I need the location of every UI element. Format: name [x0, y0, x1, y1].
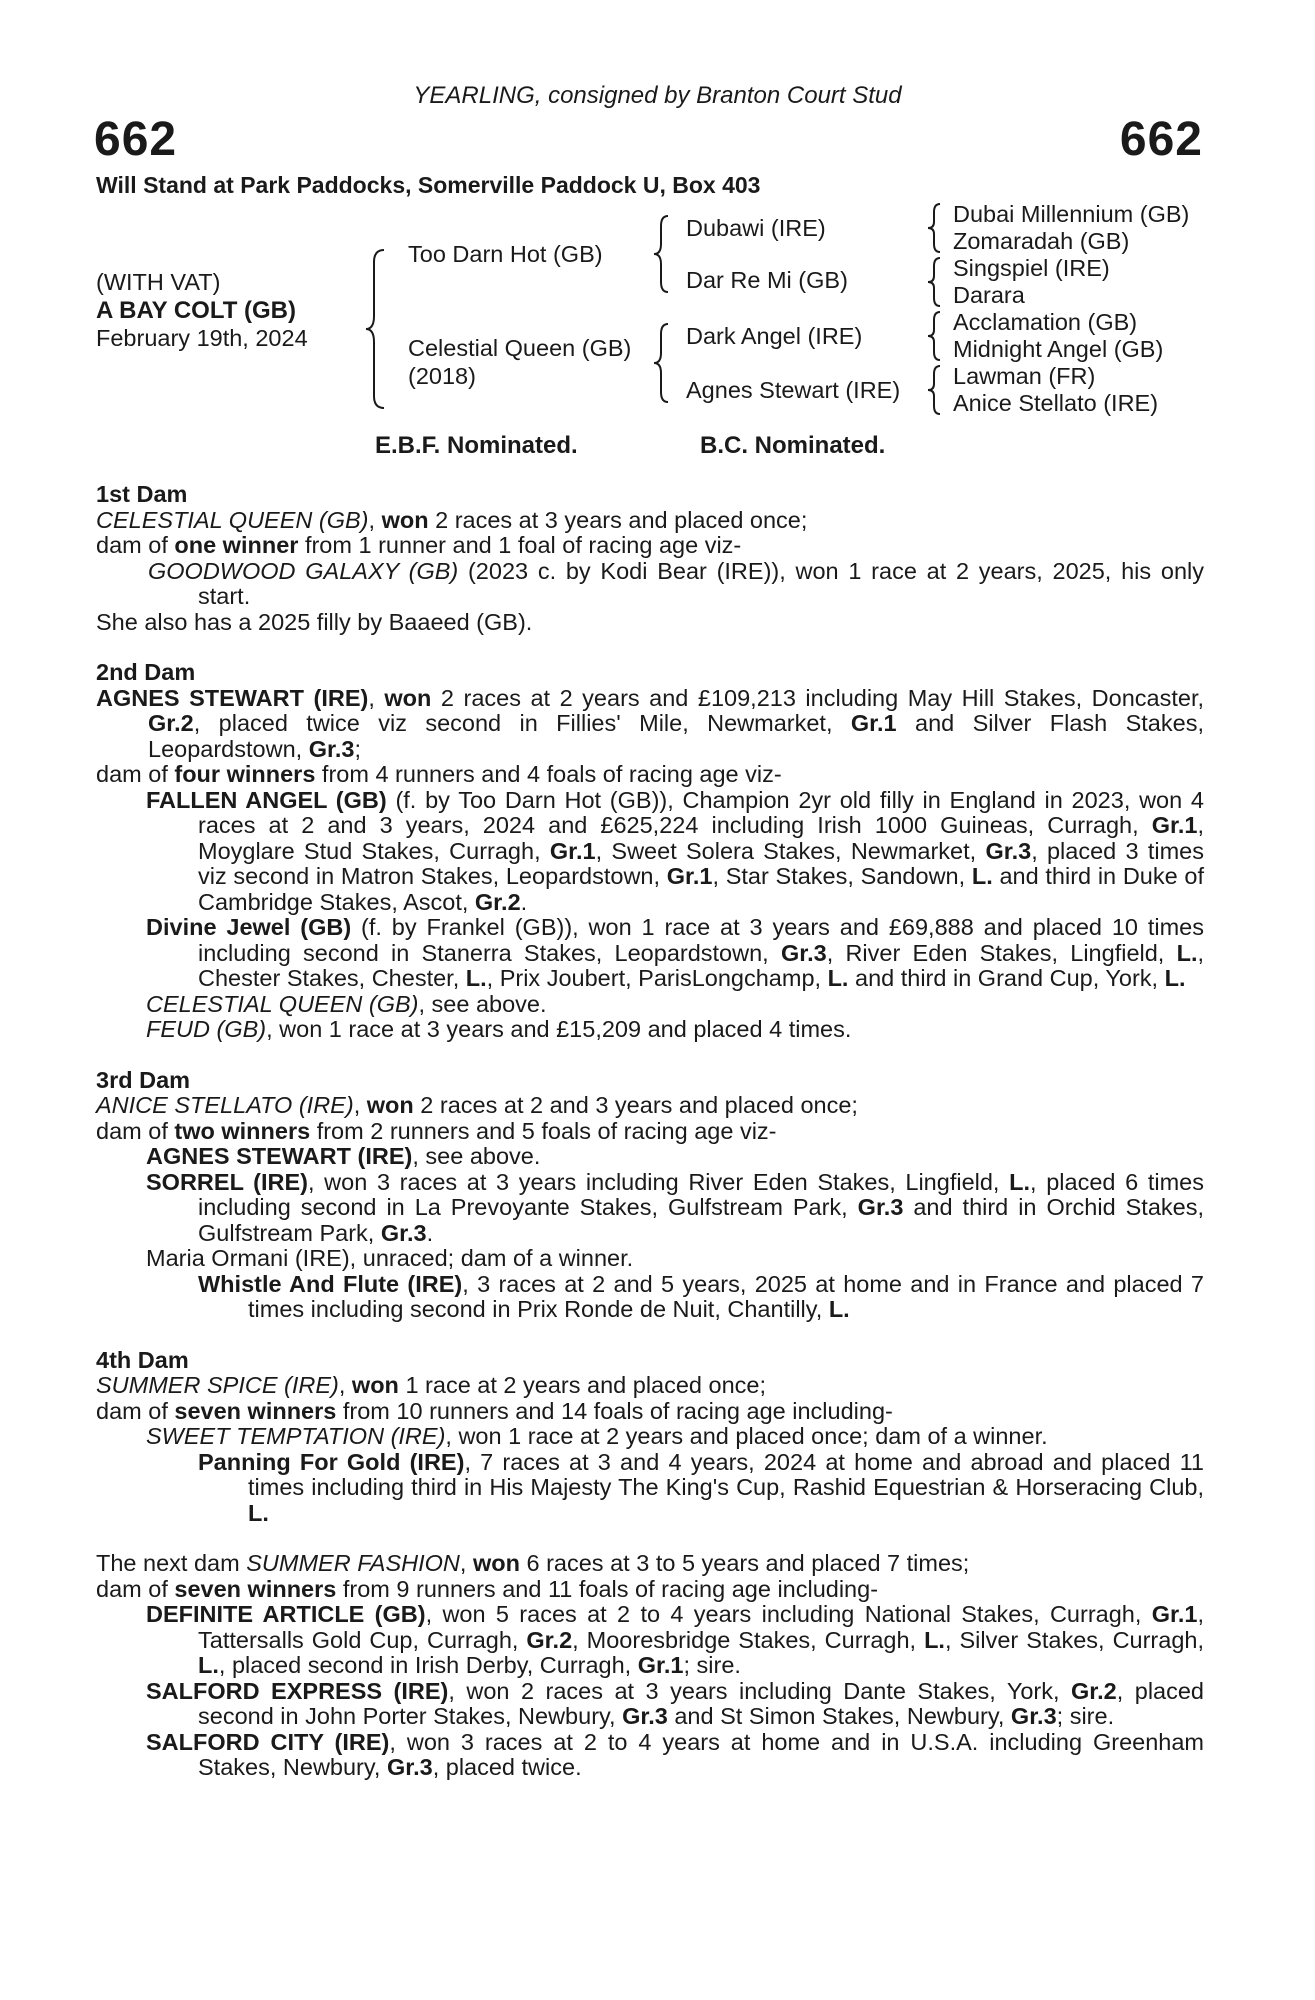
pedigree-brace-sire	[650, 212, 674, 296]
dam-line: AGNES STEWART (IRE), won 2 races at 2 years and £109,213 including May Hill Stakes, Doncaster, Gr.2, placed twice viz second in Fillies' Mile, Newmarket, Gr.1 and Silver Flash Stakes, Leopardstown, Gr.3;	[96, 684, 1205, 762]
dam-sire: Dark Angel (IRE)	[686, 323, 863, 349]
produce-entry: CELESTIAL QUEEN (GB), see above.	[146, 990, 547, 1017]
produce-summary: dam of one winner from 1 runner and 1 foal of racing age viz-	[96, 532, 742, 558]
produce-entry: FEUD (GB), won 1 race at 3 years and £15,209 and placed 4 times.	[146, 1016, 852, 1042]
dam: Celestial Queen (GB)	[408, 335, 632, 361]
vat-note: (WITH VAT)	[96, 269, 221, 295]
gg-3: Singspiel (IRE)	[953, 255, 1110, 281]
pedigree-brace-g3	[924, 308, 946, 364]
gg-2: Zomaradah (GB)	[953, 228, 1130, 254]
produce-entry: SORREL (IRE), won 3 races at 3 years including River Eden Stakes, Lingfield, L., placed 6 times including second in La Prevoyante Stakes, Gulfstream Park, Gr.3 and third in Orchid Stakes, Gulfstream Park, Gr.3.	[146, 1168, 1205, 1246]
produce-entry: Divine Jewel (GB) (f. by Frankel (GB)), won 1 race at 3 years and £69,888 and placed 10 times including second in Stanerra Stakes, Leopardstown, Gr.3, River Eden Stakes, Lingfield, L., Chester Stakes, Chester, L., Prix Joubert, ParisLongchamp, L. and third in Grand Cup, York, L.	[146, 914, 1205, 991]
grandproduce-entry: Panning For Gold (IRE), 7 races at 3 and 4 years, 2024 at home and abroad and placed 11 times including third in His Majesty The King's Cup, Rashid Equestrian & Horseracing Club, L.	[198, 1448, 1205, 1526]
lot-number-right: 662	[1119, 113, 1203, 166]
produce-entry: SALFORD CITY (IRE), won 3 races at 2 to 4 years at home and in U.S.A. including Greenham Stakes, Newbury, Gr.3, placed twice.	[146, 1728, 1204, 1780]
produce-entry: AGNES STEWART (IRE), see above.	[146, 1143, 541, 1169]
ebf-nominated: E.B.F. Nominated.	[375, 432, 578, 459]
pedigree-brace-dam	[650, 320, 674, 406]
sire-sire: Dubawi (IRE)	[686, 215, 826, 241]
next-dam-section	[96, 1551, 1204, 1781]
gg-5: Acclamation (GB)	[953, 309, 1138, 335]
dam-year: (2018)	[408, 363, 476, 389]
produce-summary: dam of two winners from 2 runners and 5 foals of racing age viz-	[96, 1117, 777, 1144]
pedigree-brace-g2	[924, 254, 946, 310]
second-dam-section	[96, 660, 1204, 1043]
produce-summary: dam of four winners from 4 runners and 4 foals of racing age viz-	[96, 761, 782, 787]
dam-line: The next dam SUMMER FASHION, won 6 races at 3 to 5 years and placed 7 times;	[96, 1550, 970, 1576]
third-dam-section	[96, 1068, 1204, 1323]
produce-entry: DEFINITE ARTICLE (GB), won 5 races at 2 to 4 years including National Stakes, Curragh, Gr.1, Tattersalls Gold Cup, Curragh, Gr.2, Mooresbridge Stakes, Curragh, L., Silver Stakes, Curragh, L., placed second in Irish Derby, Curragh, Gr.1; sire.	[146, 1601, 1204, 1678]
pedigree-brace-g4	[924, 362, 946, 418]
produce-entry: FALLEN ANGEL (GB) (f. by Too Darn Hot (GB)), Champion 2yr old filly in England in 2023, won 4 races at 2 and 3 years, 2024 and £625,224 including Irish 1000 Guineas, Curragh, Gr.1, Moyglare Stud Stakes, Curragh, Gr.1, Sweet Solera Stakes, Newmarket, Gr.3, placed 3 times viz second in Matron Stakes, Leopardstown, Gr.1, Star Stakes, Sandown, L. and third in Duke of Cambridge Stakes, Ascot, Gr.2.	[146, 786, 1205, 915]
first-dam-section	[96, 482, 1204, 635]
section-heading: 4th Dam	[96, 1346, 189, 1373]
pedigree-brace-g1	[924, 200, 946, 256]
catalogue-body	[96, 482, 1204, 1806]
lot-number-left: 662	[94, 113, 178, 166]
bc-nominated: B.C. Nominated.	[700, 432, 886, 459]
dam-line: ANICE STELLATO (IRE), won 2 races at 2 and 3 years and placed once;	[96, 1092, 858, 1118]
sire-dam: Dar Re Mi (GB)	[686, 267, 848, 293]
gg-6: Midnight Angel (GB)	[953, 336, 1164, 362]
foaling-date: February 19th, 2024	[96, 325, 308, 351]
sire: Too Darn Hot (GB)	[408, 241, 603, 267]
pedigree-brace-main	[362, 244, 392, 414]
dam-line: SUMMER SPICE (IRE), won 1 race at 2 years and placed once;	[96, 1372, 767, 1398]
produce-summary: dam of seven winners from 9 runners and 11 foals of racing age including-	[96, 1575, 879, 1602]
produce-entry: Maria Ormani (IRE), unraced; dam of a winner.	[146, 1245, 634, 1271]
fourth-dam-section	[96, 1348, 1204, 1527]
produce-note: She also has a 2025 filly by Baaeed (GB).	[96, 608, 533, 635]
produce-entry: GOODWOOD GALAXY (GB) (2023 c. by Kodi Bear (IRE)), won 1 race at 2 years, 2025, his only start.	[148, 557, 1204, 609]
section-heading: 2nd Dam	[96, 659, 196, 685]
gg-1: Dubai Millennium (GB)	[953, 201, 1190, 227]
produce-entry: SALFORD EXPRESS (IRE), won 2 races at 3 years including Dante Stakes, York, Gr.2, placed second in John Porter Stakes, Newbury, Gr.3 and St Simon Stakes, Newbury, Gr.3; sire.	[146, 1677, 1205, 1729]
grandproduce-entry: Whistle And Flute (IRE), 3 races at 2 and 5 years, 2025 at home and in France and placed 7 times including second in Prix Ronde de Nuit, Chantilly, L.	[198, 1270, 1204, 1322]
stand-location: Will Stand at Park Paddocks, Somerville Paddock U, Box 403	[96, 172, 761, 198]
gg-4: Darara	[953, 282, 1025, 308]
dam-line: CELESTIAL QUEEN (GB), won 2 races at 3 years and placed once;	[96, 506, 808, 533]
dam-dam: Agnes Stewart (IRE)	[686, 377, 901, 403]
section-heading: 3rd Dam	[96, 1066, 191, 1093]
produce-entry: SWEET TEMPTATION (IRE), won 1 race at 2 years and placed once; dam of a winner.	[146, 1423, 1048, 1449]
consignor-line: YEARLING, consigned by Branton Court Stud	[413, 82, 902, 109]
gg-7: Lawman (FR)	[953, 363, 1096, 389]
section-heading: 1st Dam	[96, 481, 188, 507]
lot-title: A BAY COLT (GB)	[96, 297, 297, 324]
gg-8: Anice Stellato (IRE)	[953, 390, 1159, 416]
produce-summary: dam of seven winners from 10 runners and 14 foals of racing age including-	[96, 1397, 893, 1424]
